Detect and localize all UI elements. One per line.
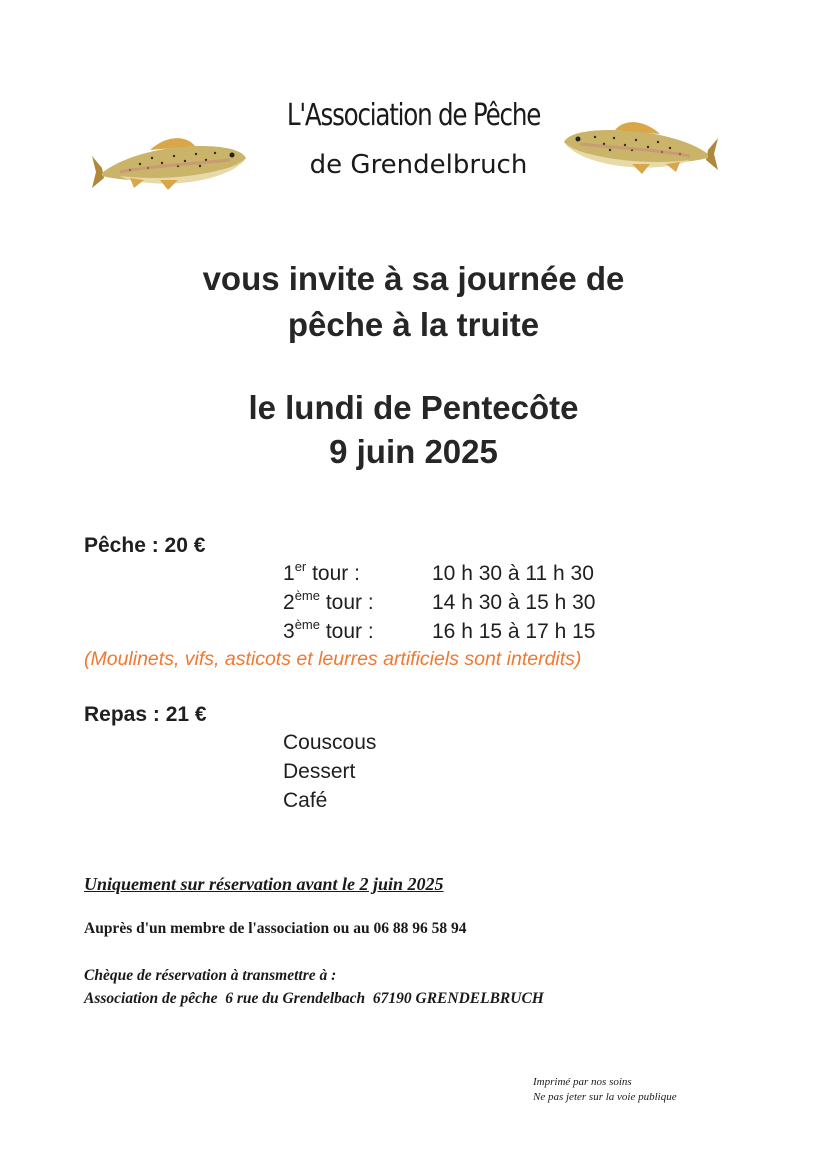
menu-item-couscous: Couscous: [283, 731, 377, 754]
tour-1-word: tour :: [306, 562, 360, 585]
tour-3-label: [283, 617, 374, 644]
invite-line-1: vous invite à sa journée de: [202, 260, 625, 297]
repas-price-label: Repas : 21 €: [84, 703, 207, 726]
footer-line-1: Imprimé par nos soins: [533, 1076, 632, 1088]
menu-item-cafe: Café: [283, 789, 328, 812]
tour-2-sup: ème: [294, 588, 320, 603]
peche-price-label: Pêche : 20 €: [84, 534, 206, 557]
cheque-info: [84, 964, 544, 1010]
invite-line-2: pêche à la truite: [287, 306, 540, 343]
peche-warning: (Moulinets, vifs, asticots et leurres artificiels sont interdits): [84, 648, 582, 670]
tour-2-hours: 14 h 30 à 15 h 30: [432, 591, 596, 614]
tour-3-num: 3: [283, 620, 295, 643]
tour-1-hours: 10 h 30 à 11 h 30: [432, 562, 594, 585]
reservation-contact: Auprès d'un membre de l'association ou au 06 88 96 58 94: [84, 920, 467, 937]
tour-1-label: [283, 559, 360, 586]
cheque-address: Association de pêche 6 rue du Grendelbach 67190 GRENDELBRUCH: [84, 990, 544, 1007]
tour-2-num: 2: [283, 591, 295, 614]
tour-1-num: 1: [283, 562, 295, 585]
tour-1-sup: er: [294, 559, 307, 574]
tour-3-word: tour :: [319, 620, 374, 643]
cheque-line-1: Chèque de réservation à transmettre à :: [84, 967, 337, 984]
invite-heading: [0, 256, 827, 348]
tour-3-sup: ème: [294, 617, 320, 632]
event-date-line-2: 9 juin 2025: [329, 433, 498, 470]
event-date-line-1: le lundi de Pentecôte: [248, 389, 579, 426]
association-town: de Grendelbruch: [309, 150, 528, 180]
footer-line-2: Ne pas jeter sur la voie publique: [533, 1091, 677, 1103]
tour-3-hours: 16 h 15 à 17 h 15: [432, 620, 596, 643]
tour-2-label: [283, 588, 374, 615]
event-date: [0, 386, 827, 474]
menu-item-dessert: Dessert: [283, 760, 356, 783]
reservation-notice: Uniquement sur réservation avant le 2 juin 2025: [84, 874, 444, 894]
tour-2-word: tour :: [319, 591, 374, 614]
footer-note: [533, 1075, 677, 1105]
association-name: L'Association de Pêche: [286, 98, 541, 133]
